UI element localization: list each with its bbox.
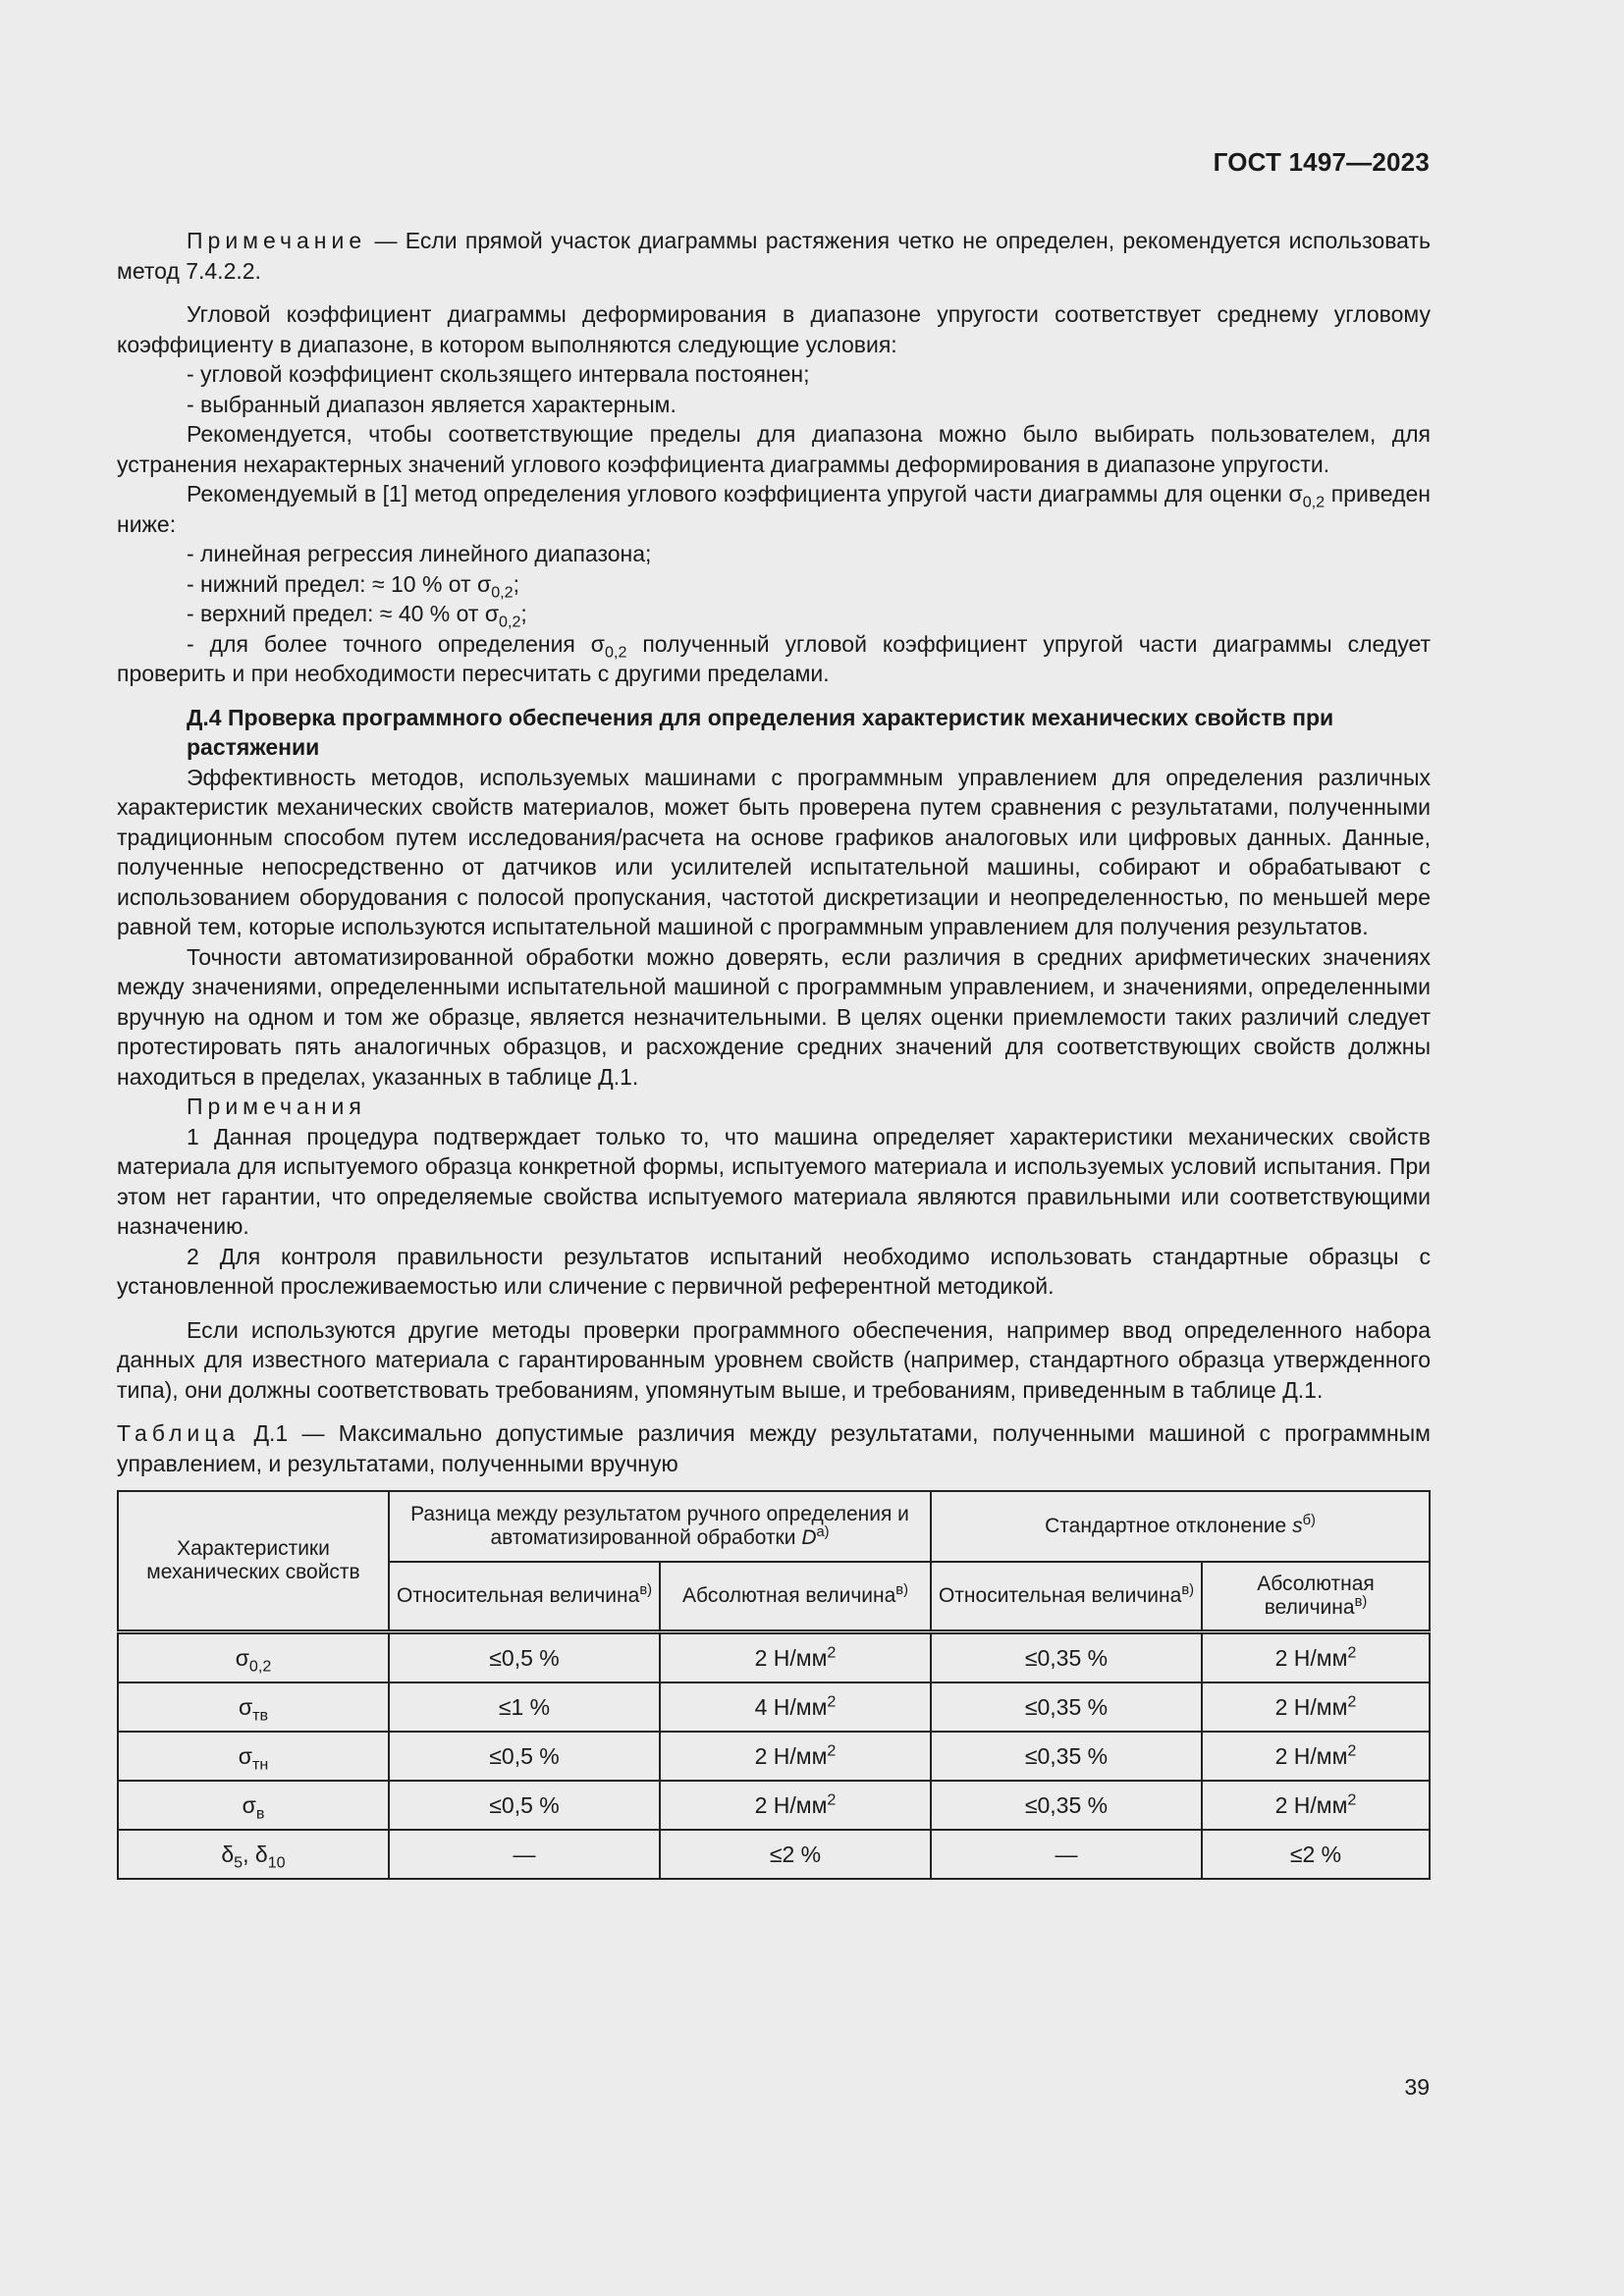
note-label: Примечание bbox=[187, 228, 367, 253]
table-row bbox=[118, 1830, 1430, 1879]
table-row bbox=[118, 1732, 1430, 1781]
list-item: - для более точного определения $\sigma_{0,2}$ полученный угловой коэффициент упругой части диаграммы следует проверить и при необходимости пересчитать с другими пределами. bbox=[117, 630, 1432, 686]
col-header-relative: Относительная величина$^{в)}$ bbox=[389, 1562, 660, 1632]
cell: 2 $Н/мм^2$ bbox=[660, 1732, 931, 1781]
note-item: 1 Данная процедура подтверждает только то, что машина определяет характеристики механических свойств материала для испытуемого образца конкретной формы, испытуемого материала и используемых условий испытания. При этом нет гарантии, что определяемые свойства испытуемого материала являются правильными или соответствующими назначению. bbox=[117, 1123, 1431, 1239]
note-item: 2 Для контроля правильности результатов испытаний необходимо использовать стандартные образцы с установленной прослеживаемостью или сличение с первичной референтной методикой. bbox=[117, 1243, 1431, 1299]
cell: ≤1 % bbox=[389, 1682, 660, 1732]
cell: ≤0,5 % bbox=[389, 1781, 660, 1830]
paragraph: Рекомендуется, чтобы соответствующие пределы для диапазона можно было выбирать пользователем, для устранения нехарактерных значений углового коэффициента диаграммы деформирования в диапазоне упругости. bbox=[117, 421, 1431, 477]
col-header-absolute: Абсолютная величина$^{в)}$ bbox=[660, 1562, 931, 1632]
notes-label: Примечания bbox=[187, 1094, 366, 1119]
data-table bbox=[117, 1490, 1431, 1880]
paragraph: Угловой коэффициент диаграммы деформирования в диапазоне упругости соответствует среднему угловому коэффициенту в диапазоне, в котором выполняются следующие условия: bbox=[117, 301, 1431, 357]
row-characteristic: $\sigma_{0,2}$ bbox=[118, 1632, 389, 1683]
cell: ≤0,35 % bbox=[931, 1732, 1202, 1781]
cell: — bbox=[931, 1830, 1202, 1879]
note-paragraph bbox=[117, 226, 1431, 286]
cell: ≤0,35 % bbox=[931, 1632, 1202, 1683]
list-item: - выбранный диапазон является характерным. bbox=[187, 391, 677, 417]
cell: ≤2 % bbox=[660, 1830, 931, 1879]
col-header-std-deviation: Стандартное отклонение $s^{б)}$ bbox=[931, 1491, 1430, 1562]
col-header-difference: Разница между результатом ручного определения и автоматизированной обработки $D^{а)}$ bbox=[389, 1491, 931, 1562]
cell: — bbox=[389, 1830, 660, 1879]
list-item: - верхний предел: ≈ 40 % от $\sigma_{0,2}$; bbox=[187, 601, 527, 631]
cell: 2 $Н/мм^2$ bbox=[1202, 1781, 1430, 1830]
cell: ≤0,5 % bbox=[389, 1732, 660, 1781]
list-item: - линейная регрессия линейного диапазона; bbox=[187, 541, 652, 566]
table-caption: Таблица Д.1 — Максимально допустимые различия между результатами, полученными машиной с программным управлением, и результатами, полученными вручную bbox=[117, 1420, 1431, 1476]
cell: 2 $Н/мм^2$ bbox=[660, 1781, 931, 1830]
cell: ≤0,5 % bbox=[389, 1632, 660, 1683]
row-characteristic: $\sigma_{тв}$ bbox=[118, 1682, 389, 1732]
paragraph: Эффективность методов, используемых машинами с программным управлением для определения различных характеристик механических свойств материалов, может быть проверена путем сравнения с результатами, полученными традиционным способом путем исследования/расчета на основе графиков аналоговых или цифровых данных. Данные, полученные непосредственно от датчиков или усилителей испытательной машины, собирают и обрабатывают с использованием оборудования с полосой пропускания, частотой дискретизации и неопределенностью, по меньшей мере равной тем, которые используются испытательной машиной с программным управлением для получения результатов. bbox=[117, 764, 1431, 939]
col-header-relative: Относительная величина$^{в)}$ bbox=[931, 1562, 1202, 1632]
row-characteristic: $\delta_5$, $\delta_{10}$ bbox=[118, 1830, 389, 1879]
cell: 4 $Н/мм^2$ bbox=[660, 1682, 931, 1732]
table-row bbox=[118, 1781, 1430, 1830]
cell: ≤0,35 % bbox=[931, 1781, 1202, 1830]
paragraph: Точности автоматизированной обработки можно доверять, если различия в средних арифметических значениях между значениями, определенными испытательной машиной с программным управлением, и значениями, определенными вручную на одном и том же образце, является незначительными. В целях оценки приемлемости таких различий следует протестировать пять аналогичных образцов, и расхождение средних значений для соответствующих свойств должны находиться в пределах, указанных в таблице Д.1. bbox=[117, 943, 1431, 1090]
list-item: - угловой коэффициент скользящего интервала постоянен; bbox=[187, 361, 810, 387]
cell: 2 $Н/мм^2$ bbox=[660, 1632, 931, 1683]
document-header: ГОСТ 1497—2023 bbox=[1213, 147, 1430, 177]
cell: ≤2 % bbox=[1202, 1830, 1430, 1879]
table-row bbox=[118, 1632, 1430, 1683]
row-characteristic: $\sigma_{тн}$ bbox=[118, 1732, 389, 1781]
row-characteristic: $\sigma_в$ bbox=[118, 1781, 389, 1830]
section-heading: Д.4 Проверка программного обеспечения для определения характеристик механических свойств при растяжении bbox=[187, 704, 1334, 760]
list-item: - нижний предел: ≈ 10 % от $\sigma_{0,2}$; bbox=[187, 570, 519, 602]
page-content bbox=[117, 226, 1431, 1880]
note-text: — Если прямой участок диаграммы растяжения четко не определен, рекомендуется использовать метод 7.4.2.2. bbox=[117, 228, 1431, 284]
paragraph: Рекомендуемый в [1] метод определения углового коэффициента упругой части диаграммы для оценки $\sigma_{0,2}$ приведен ниже: bbox=[117, 481, 1431, 537]
col-header-absolute: Абсолютная величина$^{в)}$ bbox=[1202, 1562, 1430, 1632]
page-number: 39 bbox=[1404, 2074, 1430, 2100]
paragraph: Если используются другие методы проверки программного обеспечения, например ввод определенного набора данных для известного материала с гарантированным уровнем свойств (например, стандартного образца утвержденного типа), они должны соответствовать требованиям, упомянутым выше, и требованиям, приведенным в таблице Д.1. bbox=[117, 1316, 1431, 1403]
col-header-characteristics: Характеристики механических свойств bbox=[118, 1491, 389, 1632]
cell: ≤0,35 % bbox=[931, 1682, 1202, 1732]
cell: 2 $Н/мм^2$ bbox=[1202, 1632, 1430, 1683]
table-row bbox=[118, 1682, 1430, 1732]
cell: 2 $Н/мм^2$ bbox=[1202, 1732, 1430, 1781]
cell: 2 $Н/мм^2$ bbox=[1202, 1682, 1430, 1732]
